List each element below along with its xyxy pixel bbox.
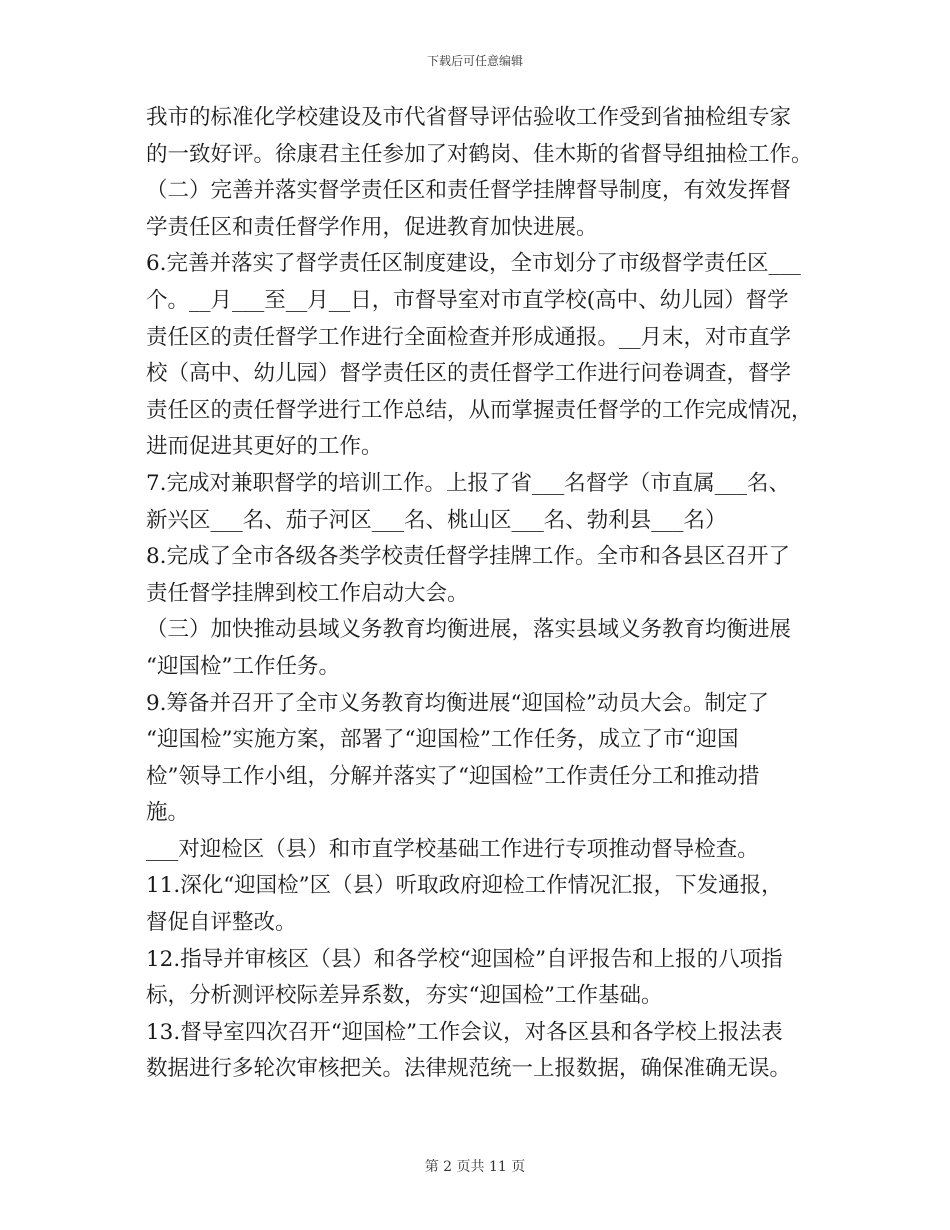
text-line: 施。 (146, 800, 190, 826)
text-line: “迎国检”实施方案，部署了“迎国检”工作任务，成立了市“迎国 (146, 727, 739, 753)
text-line: 检”领导工作小组，分解并落实了“迎国检”工作责任分工和推动措 (146, 763, 760, 789)
text-line: 11.深化“迎国检”区（县）听取政府迎检工作情况汇报，下发通报， (146, 873, 783, 899)
text-line: 标，分析测评校际差异系数，夯实“迎国检”工作基础。 (146, 983, 663, 1009)
text-line: 7.完成对兼职督学的培训工作。上报了省___名督学（市直属___名、 (146, 470, 791, 496)
text-line: 13.督导室四次召开“迎国检”工作会议，对各区县和各学校上报法表 (146, 1019, 783, 1045)
text-line: 的一致好评。徐康君主任参加了对鹤岗、佳木斯的省督导组抽检工作。 (146, 141, 813, 167)
text-line: 个。__月___至__月__日，市督导室对市直学校(高中、幼儿园）督学 (146, 287, 789, 313)
text-line: 我市的标准化学校建设及市代省督导评估验收工作受到省抽检组专家 (146, 105, 792, 130)
text-line: 12.指导并审核区（县）和各学校“迎国检”自评报告和上报的八项指 (146, 946, 783, 972)
text-line: 校（高中、幼儿园）督学责任区的责任督学工作进行问卷调查，督学 (146, 361, 792, 387)
text-line: 6.完善并落实了督学责任区制度建设，全市划分了市级督学责任区___ (146, 251, 801, 277)
text-line: 督促自评整改。 (146, 910, 297, 936)
text-line: 新兴区___名、茄子河区___名、桃山区___名、勃利县___名） (146, 507, 727, 533)
text-line: “迎国检”工作任务。 (146, 653, 340, 679)
text-line: （三）加快推动县域义务教育均衡进展，落实县域义务教育均衡进展 (146, 617, 792, 643)
text-line: 责任区的责任督学工作进行全面检查并形成通报。__月末，对市直学 (146, 324, 792, 350)
page-footer: 第 2 页共 11 页 (424, 1159, 526, 1175)
text-line: 数据进行多轮次审核把关。法律规范统一上报数据，确保准确无误。 (146, 1056, 792, 1082)
text-line: ___对迎检区（县）和市直学校基础工作进行专项推动督导检查。 (146, 836, 759, 862)
text-line: （二）完善并落实督学责任区和责任督学挂牌督导制度，有效发挥督 (146, 178, 792, 204)
text-line: 进而促进其更好的工作。 (146, 434, 383, 460)
text-line: 责任区的责任督学进行工作总结，从而掌握责任督学的工作完成情况， (146, 397, 813, 423)
text-line: 责任督学挂牌到校工作启动大会。 (146, 580, 469, 606)
text-line: 9.筹备并召开了全市义务教育均衡进展“迎国检”动员大会。制定了 (146, 690, 769, 716)
text-line: 8.完成了全市各级各类学校责任督学挂牌工作。全市和各县区召开了 (146, 544, 791, 570)
document-body (146, 100, 814, 1088)
page-header: 下载后可任意编辑 (426, 54, 523, 68)
text-line: 学责任区和责任督学作用，促进教育加快进展。 (146, 214, 598, 240)
